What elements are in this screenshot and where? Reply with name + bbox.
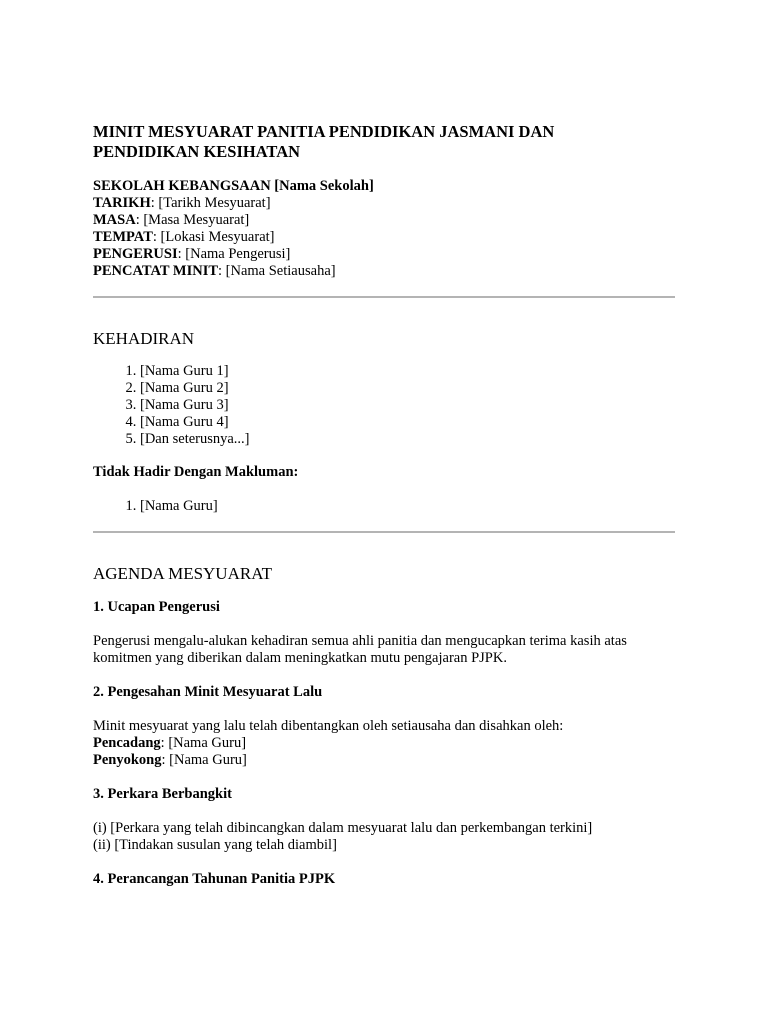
title-line-2: PENDIDIKAN KESIHATAN — [93, 142, 301, 161]
list-item: 1. [Nama Guru 1] — [140, 363, 675, 380]
proposer-line: Pencadang: [Nama Guru] — [93, 735, 247, 751]
attendance-heading: KEHADIRAN — [93, 329, 195, 348]
agenda-item-2-body — [93, 718, 675, 769]
agenda-item-1-text: Pengerusi mengalu-alukan kehadiran semua ahli panitia dan mengucapkan terima kasih atas komitmen yang diberikan dalam meningkatkan mutu pengajaran PJPK. — [93, 633, 627, 666]
agenda-item-2-text: Minit mesyuarat yang lalu telah dibentangkan oleh setiausaha dan disahkan oleh: — [93, 718, 564, 734]
document-page — [93, 122, 675, 888]
school-name: SEKOLAH KEBANGSAAN [Nama Sekolah] — [93, 178, 374, 194]
agenda-item-3-line-1: (i) [Perkara yang telah dibincangkan dalam mesyuarat lalu dan perkembangan terkini] — [93, 820, 593, 836]
list-item: 5. [Dan seterusnya...] — [140, 431, 675, 448]
agenda-item-1-title: 1. Ucapan Pengerusi — [93, 599, 220, 615]
meta-chairperson: PENGERUSI: [Nama Pengerusi] — [93, 246, 291, 262]
document-title — [93, 122, 675, 162]
meta-location: TEMPAT: [Lokasi Mesyuarat] — [93, 229, 275, 245]
meta-minute-taker: PENCATAT MINIT: [Nama Setiausaha] — [93, 263, 336, 279]
meeting-details — [93, 178, 675, 280]
agenda-item-3-line-2: (ii) [Tindakan susulan yang telah diambil] — [93, 837, 337, 853]
list-item: 3. [Nama Guru 3] — [140, 397, 675, 414]
agenda-item-4-title: 4. Perancangan Tahunan Panitia PJPK — [93, 871, 336, 887]
meta-time: MASA: [Masa Mesyuarat] — [93, 212, 250, 228]
list-item: 1. [Nama Guru] — [140, 498, 675, 515]
seconder-line: Penyokong: [Nama Guru] — [93, 752, 247, 768]
absent-heading: Tidak Hadir Dengan Makluman: — [93, 464, 299, 480]
list-item: 2. [Nama Guru 2] — [140, 380, 675, 397]
agenda-heading: AGENDA MESYUARAT — [93, 564, 272, 583]
agenda-item-3-body — [93, 820, 675, 854]
absent-list — [93, 498, 675, 515]
title-line-1: MINIT MESYUARAT PANITIA PENDIDIKAN JASMANI DAN — [93, 122, 555, 141]
meta-date: TARIKH: [Tarikh Mesyuarat] — [93, 195, 271, 211]
section-divider — [93, 296, 675, 298]
section-divider — [93, 531, 675, 533]
agenda-item-3-title: 3. Perkara Berbangkit — [93, 786, 232, 802]
agenda-item-2-title: 2. Pengesahan Minit Mesyuarat Lalu — [93, 684, 323, 700]
attendance-list — [93, 363, 675, 448]
list-item: 4. [Nama Guru 4] — [140, 414, 675, 431]
